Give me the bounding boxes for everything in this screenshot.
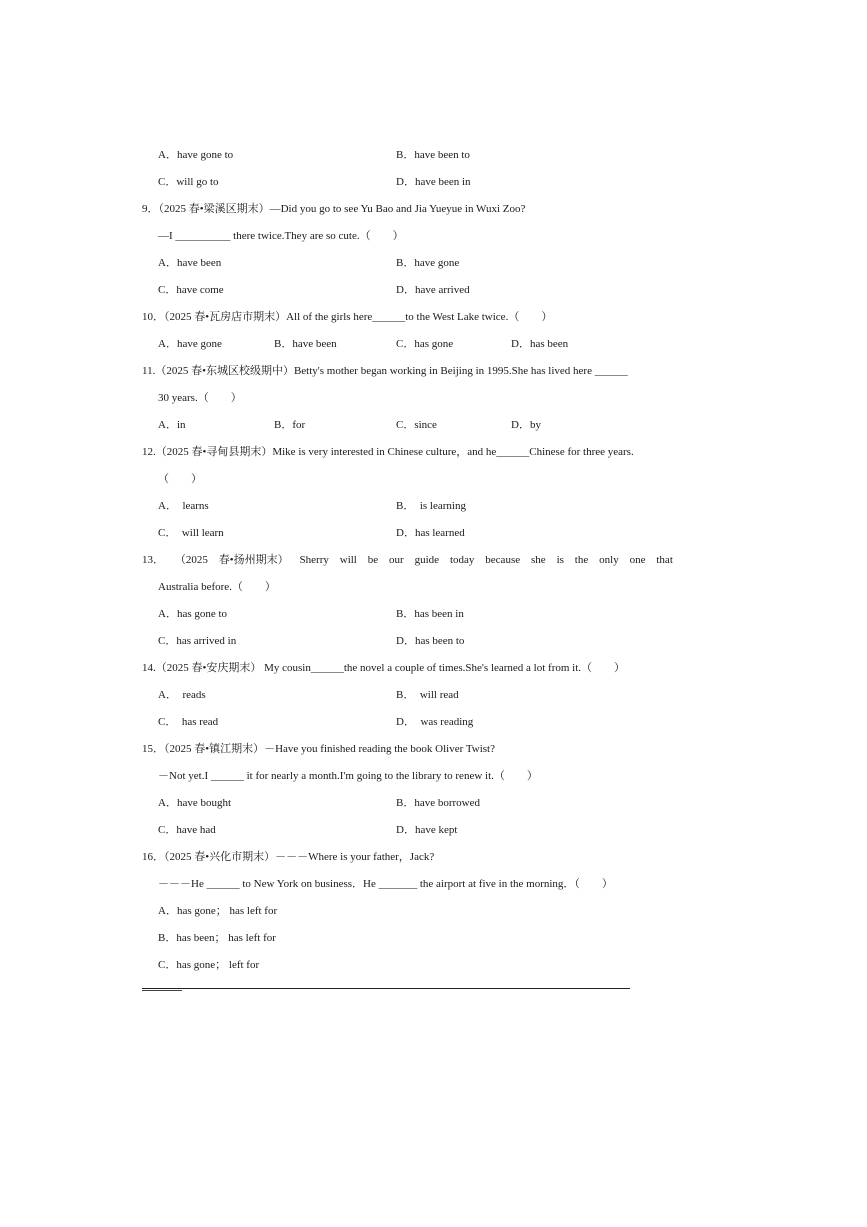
q11-option-b: B．for [274, 419, 306, 431]
q13-word: she [531, 554, 546, 566]
q12-stem: 12.（2025 春•寻甸县期末）Mike is very interested in Chinese culture，and he______Chinese for three years. [142, 446, 634, 458]
q8-option-c: C．will go to [158, 176, 219, 188]
q9-option-b: B．have gone [396, 257, 460, 269]
q15-option-b: B．have borrowed [396, 797, 481, 809]
q13-stem-line2: Australia before.（ ） [158, 581, 276, 593]
q16-stem: 16．（2025 春•兴化市期末）－－－Where is your father，Jack? [142, 851, 435, 863]
footer-divider [142, 988, 630, 989]
q15-option-a: A．have bought [158, 797, 232, 809]
q15-option-c: C．have had [158, 824, 216, 836]
q14-stem: 14.（2025 春•安庆期末） My cousin______the novel a couple of times.She's learned a lot from it.（ ） [142, 662, 626, 674]
q13-word: the [574, 554, 589, 566]
q13-option-d: D．has been to [396, 635, 465, 647]
q9-stem-line2: —I __________ there twice.They are so cute.（ ） [158, 230, 404, 242]
q13-word: because [485, 554, 521, 566]
q14-option-b: B． will read [396, 689, 459, 701]
q10-option-b: B．have been [274, 338, 337, 350]
q13-word: （2025 [174, 554, 208, 566]
q13-word: 13． [142, 554, 164, 566]
q9-stem: 9．（2025 春•梁溪区期末）—Did you go to see Yu Bao and Jia Yueyue in Wuxi Zoo? [142, 203, 526, 215]
q13-word: will [339, 554, 357, 566]
q11-stem: 11.（2025 春•东城区校级期中）Betty's mother began working in Beijing in 1995.She has lived here ______ [142, 365, 628, 377]
q12-option-c: C． will learn [158, 527, 224, 539]
q16-option-a: A．has gone； has left for [158, 905, 278, 917]
q13-option-b: B．has been in [396, 608, 464, 620]
q13-word: that [656, 554, 673, 566]
q16-option-b: B．has been； has left for [158, 932, 276, 944]
q8-option-d: D．have been in [396, 176, 471, 188]
q13-option-c: C．has arrived in [158, 635, 237, 647]
q13-word: Sherry [299, 554, 329, 566]
q9-option-a: A．have been [158, 257, 222, 269]
q12-option-a: A． learns [158, 500, 209, 512]
q13-word: 春•扬州期末） [218, 554, 289, 566]
q14-option-a: A． reads [158, 689, 206, 701]
q9-option-d: D．have arrived [396, 284, 470, 296]
q13-word: today [449, 554, 475, 566]
q13-word: our [389, 554, 404, 566]
q10-option-a: A．have gone [158, 338, 222, 350]
q9-option-c: C．have come [158, 284, 224, 296]
q11-option-c: C．since [396, 419, 437, 431]
q15-stem: 15．（2025 春•镇江期末）－Have you finished reading the book Oliver Twist? [142, 743, 495, 755]
q13-word: is [556, 554, 564, 566]
q15-stem-line2: －Not yet.I ______ it for nearly a month.I'm going to the library to renew it.（ ） [158, 770, 538, 782]
q13-word: one [629, 554, 646, 566]
q12-option-b: B． is learning [396, 500, 466, 512]
q10-stem: 10．（2025 春•瓦房店市期末）All of the girls here______to the West Lake twice.（ ） [142, 311, 553, 323]
q14-option-c: C． has read [158, 716, 219, 728]
q13-option-a: A．has gone to [158, 608, 228, 620]
q12-option-d: D．has learned [396, 527, 465, 539]
q15-option-d: D．have kept [396, 824, 458, 836]
footer-divider-short [142, 990, 182, 991]
q14-option-d: D． was reading [396, 716, 474, 728]
q11-option-a: A．in [158, 419, 186, 431]
q12-stem-line2: （ ） [158, 473, 202, 485]
q10-option-c: C．has gone [396, 338, 454, 350]
q8-option-b: B．have been to [396, 149, 470, 161]
q11-option-d: D．by [511, 419, 541, 431]
q10-option-d: D．has been [511, 338, 569, 350]
q13-word: only [599, 554, 619, 566]
q16-option-c: C．has gone； left for [158, 959, 260, 971]
q13-word: be [367, 554, 379, 566]
q8-option-a: A．have gone to [158, 149, 234, 161]
q11-stem-line2: 30 years.（ ） [158, 392, 242, 404]
q16-stem-line2: －－－He ______ to New York on business．He _______ the airport at five in the morning．（ ） [158, 878, 613, 890]
q13-stem [142, 553, 673, 567]
q13-word: guide [414, 554, 440, 566]
